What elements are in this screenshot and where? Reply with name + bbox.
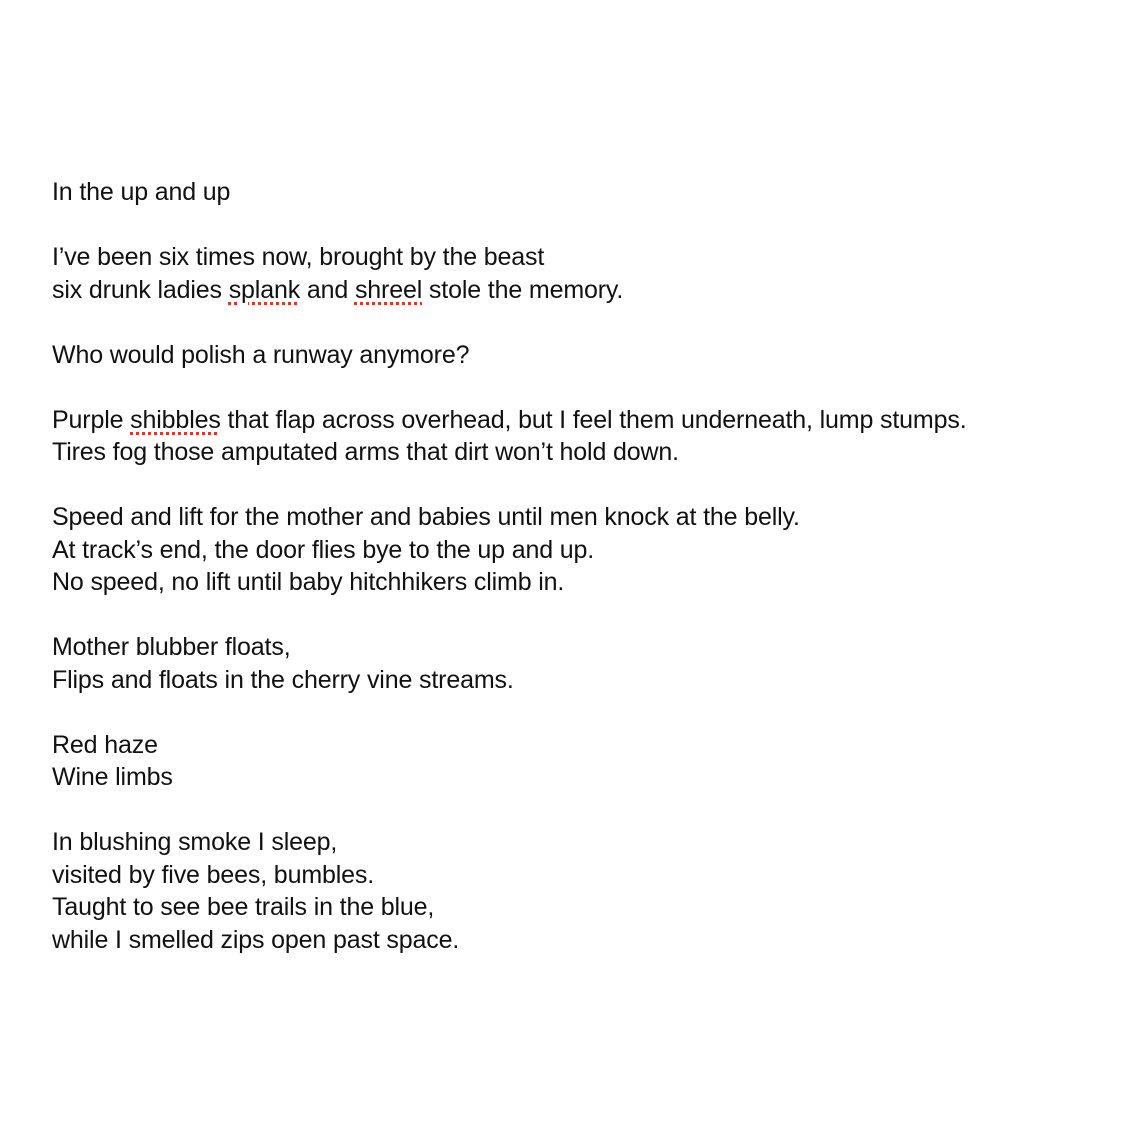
poem-line [52, 664, 1112, 697]
poem-title: In the up and up [52, 178, 231, 206]
poem-line [52, 339, 1112, 372]
line-text: visited by five bees, bumbles. [52, 860, 375, 889]
poem-line [52, 404, 1112, 437]
misspelled-word[interactable]: shibbles [130, 405, 221, 434]
stanza-3 [52, 404, 1112, 469]
poem-line [52, 436, 1112, 469]
stanza-4 [52, 501, 1112, 599]
poem-title-block [52, 176, 1112, 209]
poem-line [52, 566, 1112, 599]
line-text: Red haze [52, 730, 158, 759]
line-text: Wine limbs [52, 763, 173, 791]
misspelled-word[interactable]: splank [228, 275, 301, 304]
poem-line [52, 924, 1112, 957]
poem-line [52, 501, 1112, 534]
line-text: Speed and lift for the mother and babies until men knock at the belly. [52, 503, 800, 531]
line-text: Purple [52, 405, 131, 434]
poem-body[interactable] [52, 176, 1112, 956]
stanza-7 [52, 826, 1112, 956]
line-text: Tires fog those amputated arms that dirt won’t hold down. [52, 438, 679, 466]
poem-line [52, 241, 1112, 274]
line-text: while I smelled zips open past space. [52, 925, 460, 954]
line-text: At track’s end, the door flies bye to the up and up. [52, 535, 595, 564]
stanza-1 [52, 241, 1112, 306]
poem-line [52, 826, 1112, 859]
line-text: In blushing smoke I sleep, [52, 828, 338, 856]
line-text: and [300, 275, 355, 304]
stanza-6 [52, 729, 1112, 794]
poem-line [52, 534, 1112, 567]
line-text: No speed, no lift until baby hitchhikers climb in. [52, 568, 565, 596]
poem-line [52, 859, 1112, 892]
line-text: I’ve been six times now, brought by the beast [52, 243, 545, 271]
line-text: Who would polish a runway anymore? [52, 340, 470, 369]
line-text: Taught to see bee trails in the blue, [52, 893, 435, 921]
poem-line [52, 761, 1112, 794]
line-text: Mother blubber floats, [52, 633, 291, 661]
poem-line [52, 729, 1112, 762]
line-text: stole the memory. [422, 275, 624, 304]
poem-line [52, 631, 1112, 664]
stanza-5 [52, 631, 1112, 696]
stanza-2 [52, 339, 1112, 372]
line-text: Flips and floats in the cherry vine streams. [52, 665, 514, 694]
line-text: that flap across overhead, but I feel them underneath, lump stumps. [220, 405, 967, 434]
poem-line [52, 891, 1112, 924]
misspelled-word[interactable]: shreel [354, 275, 423, 304]
poem-line [52, 274, 1112, 307]
line-text: six drunk ladies [52, 275, 229, 304]
